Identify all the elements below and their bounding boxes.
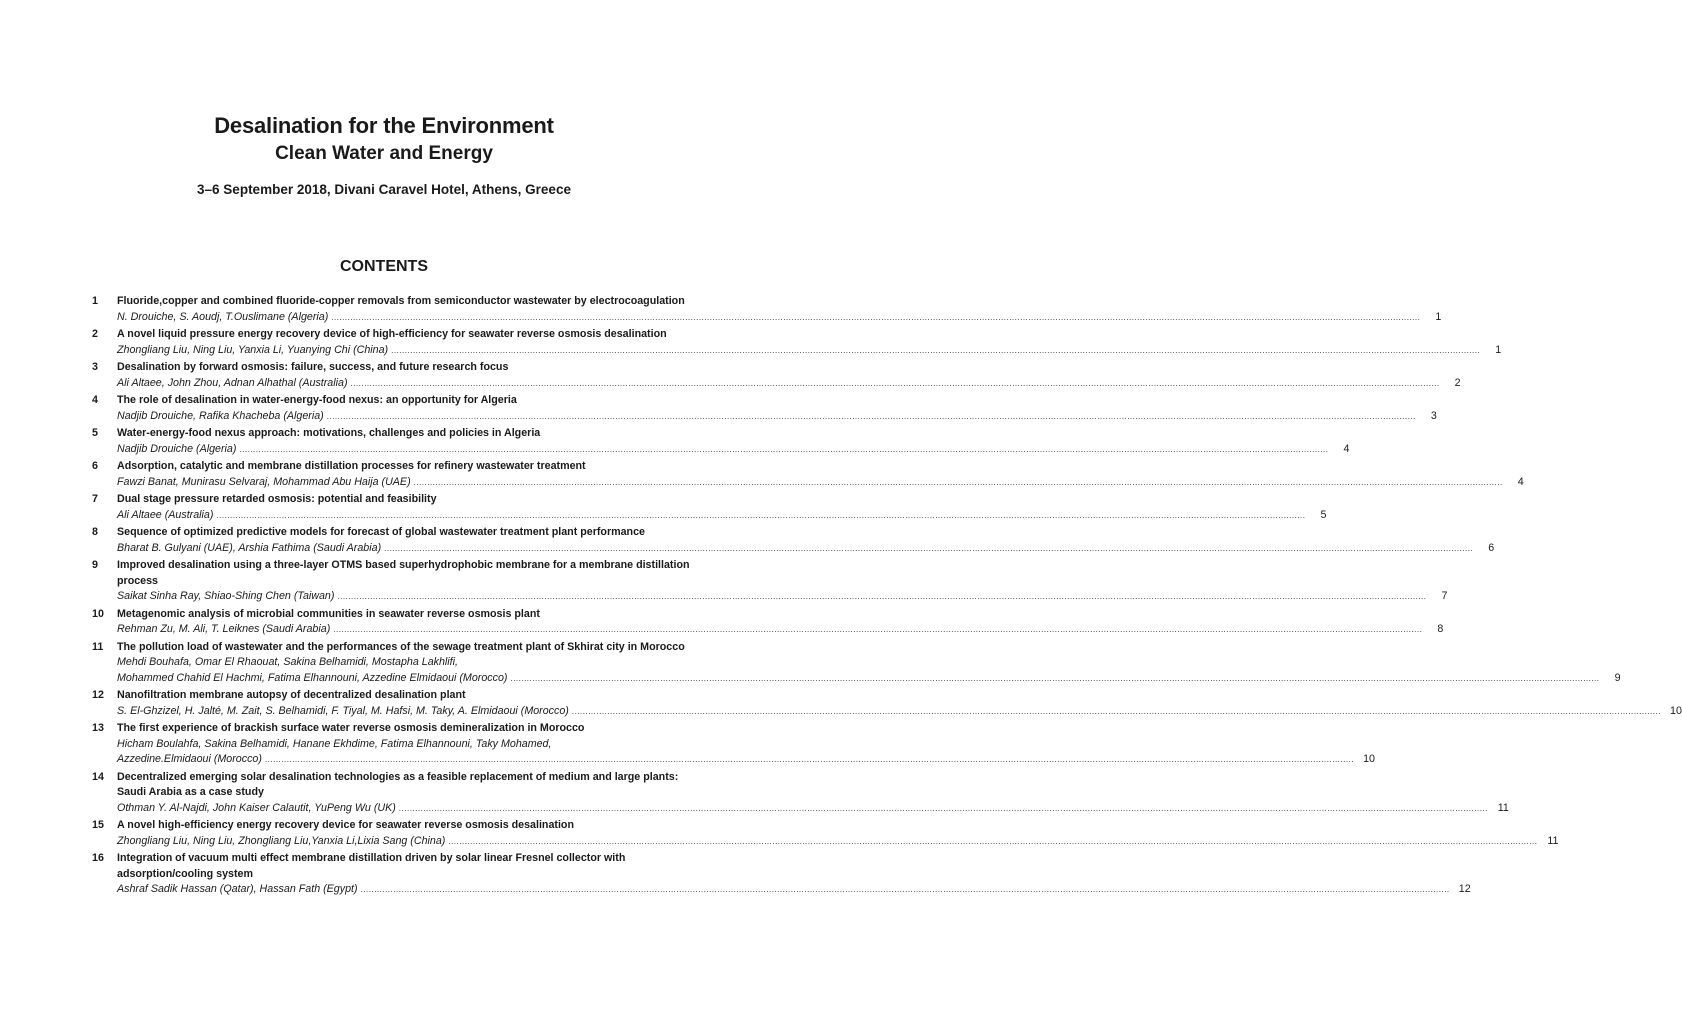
toc-entry-page-number: 6 bbox=[1488, 541, 1495, 554]
toc-entry-number: 14 bbox=[92, 770, 104, 783]
toc-entry-number: 15 bbox=[92, 819, 104, 831]
toc-entry-author-line bbox=[117, 834, 1559, 850]
dot-leader: ................................................................................................................................................................................................................................................................................................................................................................................................................ bbox=[413, 477, 1503, 487]
dot-leader: ................................................................................................................................................................................................................................................................................................................................................................................................................ bbox=[510, 673, 1600, 683]
toc-entry-author-line bbox=[117, 475, 1524, 491]
toc-entry-page-number: 9 bbox=[1614, 671, 1621, 684]
toc-entry-author-line bbox=[117, 409, 1437, 425]
toc-entry-title: Sequence of optimized predictive models for forecast of global wastewater treatment plant performance bbox=[117, 526, 645, 538]
dot-leader: ................................................................................................................................................................................................................................................................................................................................................................................................................ bbox=[337, 592, 1427, 601]
toc-entry bbox=[92, 851, 1471, 898]
toc-entry bbox=[92, 818, 1559, 849]
toc-entry-title: The first experience of brackish surface water reverse osmosis demineralization in Morocco bbox=[117, 722, 585, 734]
toc-entry-authors: N. Drouiche, S. Aoudj, T.Ouslimane (Algeria) bbox=[117, 310, 329, 323]
document-title: Desalination for the Environment bbox=[214, 113, 554, 138]
toc-entry bbox=[92, 721, 1375, 768]
dot-leader: ................................................................................................................................................................................................................................................................................................................................................................................................................ bbox=[239, 444, 1329, 454]
contents-heading: CONTENTS bbox=[340, 258, 428, 275]
toc-entry-author-line bbox=[117, 671, 1621, 687]
toc-entry bbox=[92, 688, 1682, 719]
toc-entry-author-line bbox=[117, 541, 1495, 557]
toc-entry-page-number: 2 bbox=[1454, 376, 1461, 389]
dot-leader: ................................................................................................................................................................................................................................................................................................................................................................................................................ bbox=[360, 885, 1450, 894]
toc-entry-author-line bbox=[117, 622, 1444, 638]
toc-entry-number: 9 bbox=[92, 559, 98, 571]
toc-entry-author-line bbox=[117, 882, 1471, 898]
toc-entry-number: 3 bbox=[92, 361, 98, 373]
toc-entry-title: Improved desalination using a three-layer OTMS based superhydrophobic membrane for a membrane distillation process bbox=[117, 559, 690, 587]
dot-leader: ................................................................................................................................................................................................................................................................................................................................................................................................................ bbox=[326, 411, 1416, 421]
dot-leader: ................................................................................................................................................................................................................................................................................................................................................................................................................ bbox=[216, 510, 1306, 520]
toc-entry bbox=[92, 607, 1444, 638]
dot-leader: ................................................................................................................................................................................................................................................................................................................................................................................................................ bbox=[331, 312, 1421, 322]
toc-entry-title: Nanofiltration membrane autopsy of decentralized desalination plant bbox=[117, 689, 466, 701]
toc-entry-title: Dual stage pressure retarded osmosis: potential and feasibility bbox=[117, 493, 437, 505]
toc-entry-title: Fluoride,copper and combined fluoride-copper removals from semiconductor wastewater by electrocoagulation bbox=[117, 295, 685, 307]
toc-entry-title: The pollution load of wastewater and the performances of the sewage treatment plant of Skhirat city in Morocco bbox=[117, 640, 685, 653]
toc-entry-author-line bbox=[117, 310, 1442, 326]
dot-leader: ................................................................................................................................................................................................................................................................................................................................................................................................................ bbox=[264, 755, 1354, 764]
toc-entry-authors: Ali Altaee, John Zhou, Adnan Alhathal (Australia) bbox=[117, 376, 348, 389]
toc-entry bbox=[92, 525, 1495, 556]
toc-entry-page-number: 1 bbox=[1495, 343, 1502, 356]
toc-entry bbox=[92, 770, 1509, 817]
toc-entry-number: 12 bbox=[92, 689, 104, 701]
toc-entry-title: Integration of vacuum multi effect membrane distillation driven by solar linear Fresnel collector with adsorption/cooling system bbox=[117, 852, 626, 880]
document-header bbox=[0, 112, 768, 199]
toc-entry-author-line bbox=[117, 343, 1502, 359]
toc-entry-authors: Ashraf Sadik Hassan (Qatar), Hassan Fath (Egypt) bbox=[117, 883, 358, 895]
toc-entry-title: Metagenomic analysis of microbial communities in seawater reverse osmosis plant bbox=[117, 607, 540, 620]
toc-entry-page-number: 8 bbox=[1437, 623, 1444, 635]
toc-entry-author-line bbox=[117, 752, 1375, 768]
toc-entry bbox=[92, 640, 1621, 687]
toc-entry-authors: Fawzi Banat, Munirasu Selvaraj, Mohammad Abu Haija (UAE) bbox=[117, 475, 411, 488]
toc-entry-authors: Nadjib Drouiche, Rafika Khacheba (Algeria) bbox=[117, 409, 324, 422]
toc-entry-authors: Zhongliang Liu, Ning Liu, Yanxia Li, Yuanying Chi (China) bbox=[117, 343, 389, 356]
toc-entry-authors-line: Hicham Boulahfa, Sakina Belhamidi, Hanane Ekhdime, Fatima Elhannouni, Taky Mohamed, bbox=[117, 737, 552, 750]
toc-entry-authors: Rehman Zu, M. Ali, T. Leiknes (Saudi Arabia) bbox=[117, 623, 331, 635]
toc-entry-authors: Ali Altaee (Australia) bbox=[117, 508, 214, 521]
toc-entry-authors: S. El-Ghzizel, H. Jalté, M. Zait, S. Belhamidi, F. Tiyal, M. Hafsi, M. Taky, A. Elmidaoui (Morocco) bbox=[117, 704, 569, 717]
toc-entry-page-number: 4 bbox=[1517, 475, 1524, 488]
toc-entry bbox=[92, 360, 1461, 391]
toc-entry bbox=[92, 327, 1502, 358]
dot-leader: ................................................................................................................................................................................................................................................................................................................................................................................................................ bbox=[350, 378, 1440, 388]
toc-entry bbox=[92, 294, 1442, 325]
toc-entry bbox=[92, 558, 1448, 605]
dot-leader: ................................................................................................................................................................................................................................................................................................................................................................................................................ bbox=[333, 625, 1423, 634]
toc-entry-author-line bbox=[117, 442, 1350, 458]
dot-leader: ................................................................................................................................................................................................................................................................................................................................................................................................................ bbox=[391, 345, 1481, 355]
toc-entry bbox=[92, 459, 1524, 490]
toc-entry-authors: Othman Y. Al-Najdi, John Kaiser Calautit, YuPeng Wu (UK) bbox=[117, 801, 396, 814]
toc-entry-number: 2 bbox=[92, 328, 98, 340]
toc-entry-author-line bbox=[117, 508, 1327, 524]
toc-entry-page-number: 12 bbox=[1458, 883, 1471, 895]
table-of-contents bbox=[92, 294, 1682, 900]
toc-entry-title: A novel liquid pressure energy recovery device of high-efficiency for seawater reverse osmosis desalination bbox=[117, 328, 667, 340]
toc-entry-page-number: 10 bbox=[1363, 753, 1375, 765]
toc-entry-number: 10 bbox=[92, 607, 104, 620]
toc-entry-authors-line: Mehdi Bouhafa, Omar El Rhaouat, Sakina Belhamidi, Mostapha Lakhlifi, bbox=[117, 656, 458, 668]
toc-entry-title: Decentralized emerging solar desalination technologies as a feasible replacement of medium and large plants: Saudi Arabia as a case study bbox=[117, 770, 679, 798]
toc-entry-title: Adsorption, catalytic and membrane distillation processes for refinery wastewater treatment bbox=[117, 460, 586, 472]
toc-entry-title: Water-energy-food nexus approach: motivations, challenges and policies in Algeria bbox=[117, 427, 541, 439]
toc-entry bbox=[92, 393, 1437, 424]
toc-entry-number: 7 bbox=[92, 493, 98, 505]
toc-entry-number: 1 bbox=[92, 295, 98, 307]
toc-entry-page-number: 10 bbox=[1670, 704, 1682, 717]
toc-entry bbox=[92, 426, 1350, 457]
document-subtitle: Clean Water and Energy bbox=[275, 143, 493, 164]
toc-entry bbox=[92, 492, 1327, 523]
toc-entry-page-number: 1 bbox=[1435, 310, 1442, 323]
toc-entry-author-line bbox=[117, 704, 1682, 720]
toc-entry-number: 4 bbox=[92, 394, 98, 406]
toc-entry-title: Desalination by forward osmosis: failure, success, and future research focus bbox=[117, 361, 509, 373]
toc-entry-page-number: 11 bbox=[1547, 834, 1559, 847]
toc-entry-author-line bbox=[117, 801, 1509, 817]
event-dates-location: 3–6 September 2018, Divani Caravel Hotel, Athens, Greece bbox=[197, 182, 571, 197]
dot-leader: ................................................................................................................................................................................................................................................................................................................................................................................................................ bbox=[448, 836, 1538, 846]
toc-entry-page-number: 7 bbox=[1441, 590, 1448, 602]
toc-entry-authors: Zhongliang Liu, Ning Liu, Zhongliang Liu,Yanxia Li,Lixia Sang (China) bbox=[117, 834, 446, 847]
dot-leader: ................................................................................................................................................................................................................................................................................................................................................................................................................ bbox=[384, 543, 1474, 553]
dot-leader: ................................................................................................................................................................................................................................................................................................................................................................................................................ bbox=[398, 803, 1488, 813]
toc-entry-authors: Azzedine.Elmidaoui (Morocco) bbox=[117, 753, 262, 765]
dot-leader: ................................................................................................................................................................................................................................................................................................................................................................................................................ bbox=[571, 706, 1661, 716]
toc-entry-authors: Mohammed Chahid El Hachmi, Fatima Elhannouni, Azzedine Elmidaoui (Morocco) bbox=[117, 671, 508, 684]
toc-entry-authors: Nadjib Drouiche (Algeria) bbox=[117, 442, 237, 455]
toc-entry-number: 5 bbox=[92, 427, 98, 439]
toc-entry-number: 16 bbox=[92, 852, 104, 864]
toc-entry-number: 13 bbox=[92, 722, 104, 734]
toc-entry-author-line bbox=[117, 589, 1448, 605]
toc-entry-authors: Bharat B. Gulyani (UAE), Arshia Fathima (Saudi Arabia) bbox=[117, 541, 382, 554]
toc-entry-title: A novel high-efficiency energy recovery device for seawater reverse osmosis desalination bbox=[117, 819, 574, 831]
toc-entry-number: 6 bbox=[92, 460, 98, 472]
toc-entry-page-number: 11 bbox=[1497, 801, 1509, 814]
toc-entry-number: 11 bbox=[92, 640, 104, 653]
toc-entry-number: 8 bbox=[92, 526, 98, 538]
toc-entry-page-number: 3 bbox=[1430, 409, 1437, 422]
toc-entry-page-number: 4 bbox=[1343, 442, 1350, 455]
toc-entry-authors: Saikat Sinha Ray, Shiao-Shing Chen (Taiwan) bbox=[117, 590, 335, 602]
toc-entry-title: The role of desalination in water-energy-food nexus: an opportunity for Algeria bbox=[117, 394, 517, 406]
toc-entry-page-number: 5 bbox=[1320, 508, 1327, 521]
toc-entry-author-line bbox=[117, 376, 1461, 392]
